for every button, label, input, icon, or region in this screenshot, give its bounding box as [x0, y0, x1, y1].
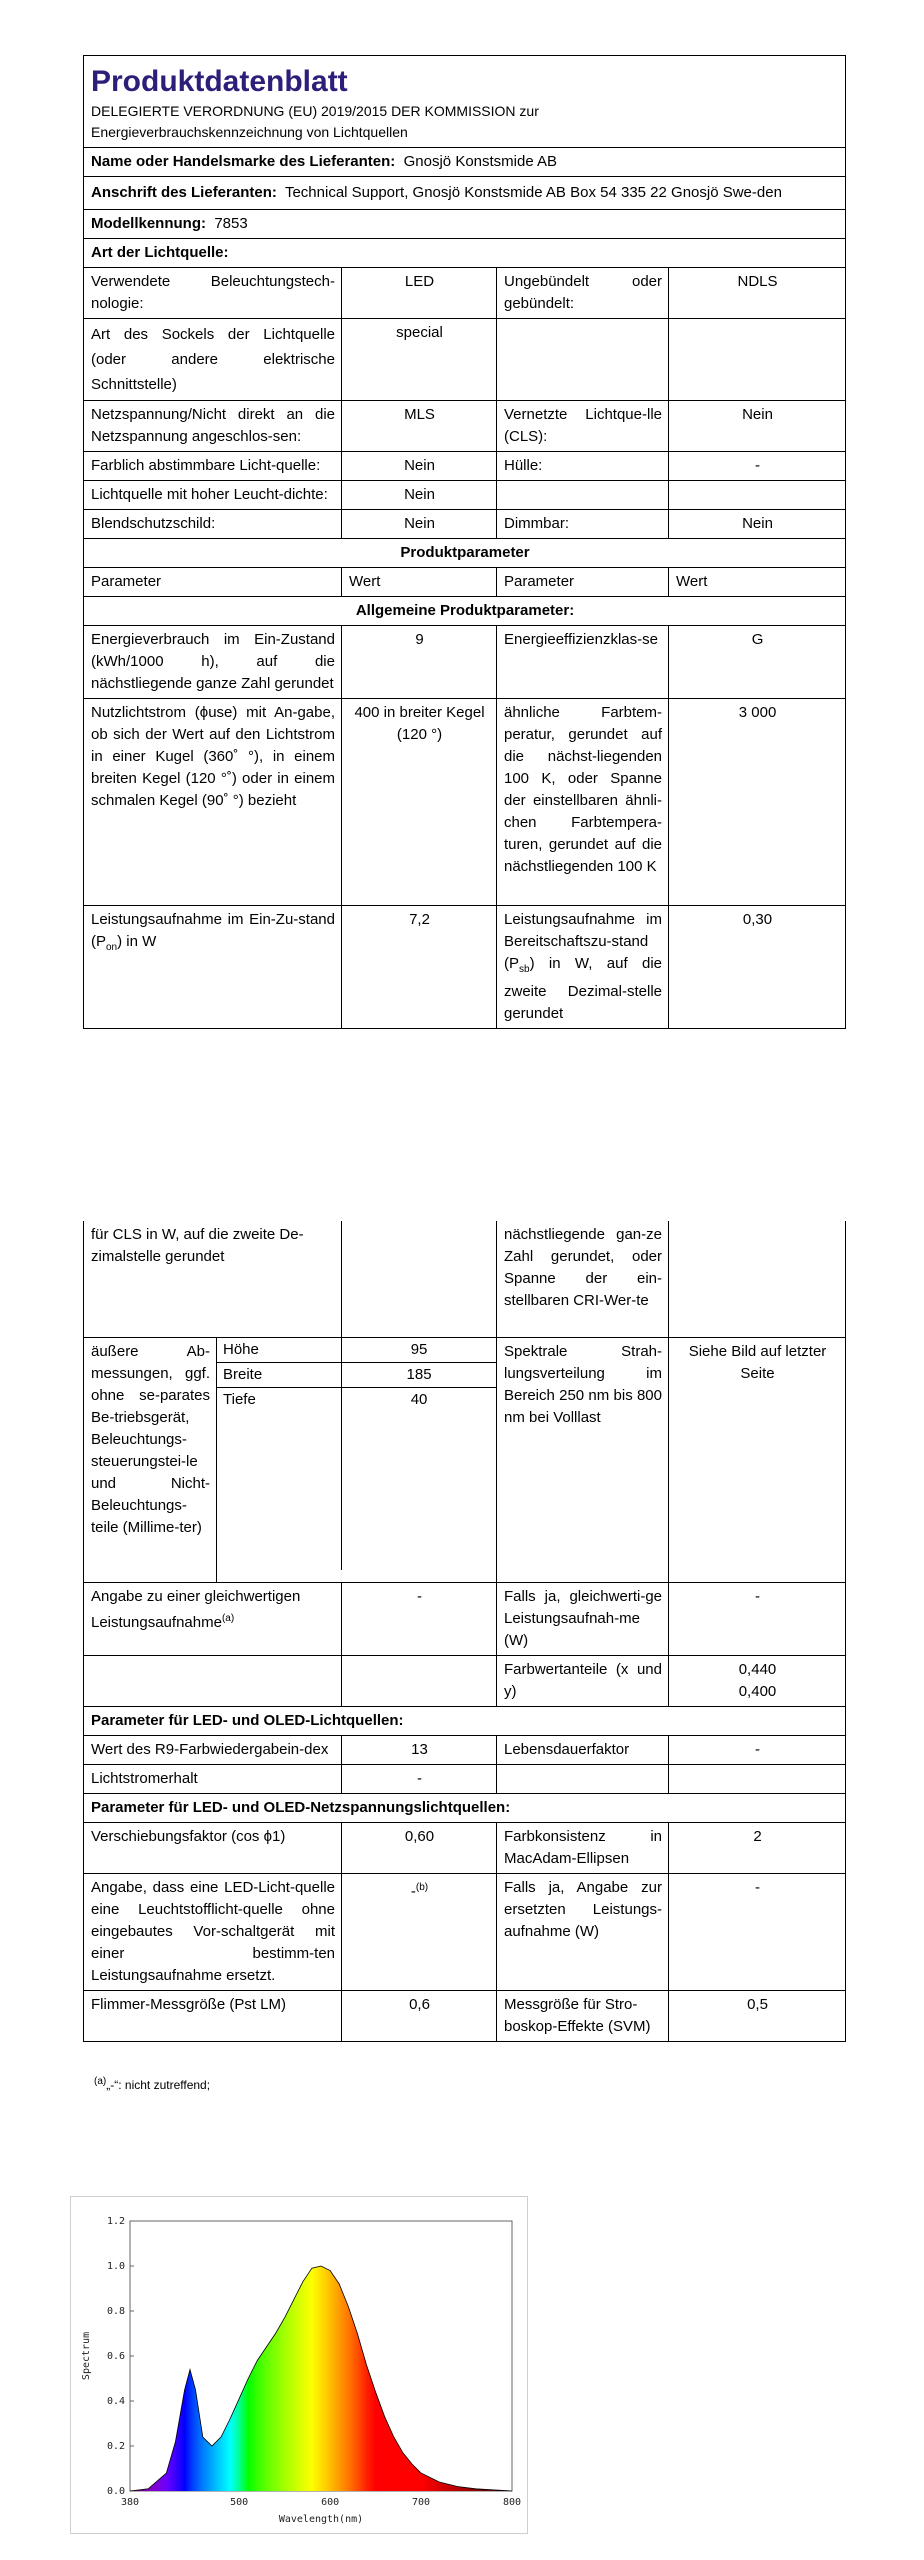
- type-row: [84, 510, 846, 539]
- column-header-parameter: Parameter: [497, 568, 669, 597]
- general-param-value: G: [669, 626, 846, 699]
- footnote: [94, 2074, 210, 2093]
- datasheet-lower-table: [83, 1221, 846, 2042]
- depth-label: Tiefe: [217, 1388, 342, 1571]
- led-param-row: [84, 1765, 846, 1794]
- type-param-label: Ungebündelt oder gebündelt:: [497, 268, 669, 319]
- type-param-value: Nein: [342, 452, 497, 481]
- networked-standby-value: [342, 1221, 497, 1338]
- type-param-value: -: [669, 452, 846, 481]
- type-param-label: Dimmbar:: [497, 510, 669, 539]
- y-axis-label: Spectrum: [81, 2331, 92, 2381]
- general-param-row: [84, 699, 846, 906]
- type-param-label: [497, 319, 669, 401]
- type-param-label: Lichtquelle mit hoher Leucht-dichte:: [84, 481, 342, 510]
- equivalent-power-w-value: -: [669, 1583, 846, 1656]
- spectral-distribution-label: Spektrale Strah-lungsverteilung im Bereich 250 nm bis 800 nm bei Volllast: [497, 1338, 669, 1583]
- type-param-label: Blendschutzschild:: [84, 510, 342, 539]
- dimensions-row: [84, 1338, 846, 1583]
- type-param-label: Verwendete Beleuchtungstech-nologie:: [84, 268, 342, 319]
- mains-parameters-heading: Parameter für LED- und OLED-Netzspannungslichtquellen:: [84, 1794, 846, 1823]
- general-param-value: 3 000: [669, 699, 846, 906]
- standby-power-subscript: sb: [519, 964, 530, 975]
- column-header-row: [84, 568, 846, 597]
- y-tick-label: 0.2: [106, 2441, 125, 2452]
- column-header-value: Wert: [669, 568, 846, 597]
- y-tick-label: 1.2: [106, 2216, 125, 2227]
- column-header-value: Wert: [342, 568, 497, 597]
- light-source-type-heading: Art der Lichtquelle:: [84, 239, 846, 268]
- mains-param-value: 0,6: [342, 1991, 497, 2042]
- mains-param-value: -: [669, 1874, 846, 1991]
- y-tick-label: 0.6: [106, 2351, 125, 2362]
- type-param-value: special: [342, 319, 497, 401]
- x-axis-label: Wavelength(nm): [278, 2514, 364, 2525]
- type-param-value: [669, 481, 846, 510]
- mains-param-label: Farbkonsistenz in MacAdam-Ellipsen: [497, 1823, 669, 1874]
- supplier-name-row: [84, 148, 846, 177]
- type-param-label: Vernetzte Lichtque-lle (CLS):: [497, 401, 669, 452]
- type-param-value: Nein: [342, 510, 497, 539]
- type-param-value: NDLS: [669, 268, 846, 319]
- x-tick-label: 500: [230, 2497, 249, 2508]
- standby-power-label: [497, 906, 669, 1029]
- supplier-address-label: Anschrift des Lieferanten:: [91, 184, 277, 201]
- y-tick-label: 0.8: [106, 2306, 125, 2317]
- type-param-value: Nein: [669, 510, 846, 539]
- type-param-label: Farblich abstimmbare Licht-quelle:: [84, 452, 342, 481]
- supplier-name-label: Name oder Handelsmarke des Lieferanten:: [91, 153, 396, 170]
- cri-label: nächstliegende gan-ze Zahl gerundet, oder Spanne der ein-stellbaren CRI-Wer-te: [497, 1221, 669, 1338]
- chromaticity-value: [669, 1656, 846, 1707]
- general-param-label: Energieeffizienzklas-se: [497, 626, 669, 699]
- product-parameters-heading: Produktparameter: [84, 539, 846, 568]
- cri-value: [669, 1221, 846, 1338]
- mains-param-value: 2: [669, 1823, 846, 1874]
- standby-power-text: ) in W, auf die zweite Dezimal-stelle gerundet: [504, 955, 662, 1022]
- header-cell: [84, 56, 846, 148]
- y-tick-label: 0.4: [106, 2396, 125, 2407]
- x-tick-label: 800: [502, 2497, 522, 2508]
- mains-param-row: [84, 1991, 846, 2042]
- y-tick-label: 1.0: [106, 2261, 125, 2272]
- mains-param-label: Verschiebungsfaktor (cos ϕ1): [84, 1823, 342, 1874]
- mains-param-value: 0,5: [669, 1991, 846, 2042]
- led-param-value: -: [342, 1765, 497, 1794]
- empty-cell: [342, 1656, 497, 1707]
- mains-param-label: Messgröße für Stro-boskop-Effekte (SVM): [497, 1991, 669, 2042]
- equivalent-power-w-label: Falls ja, gleichwerti-ge Leistungsaufnah-me (W): [497, 1583, 669, 1656]
- chromaticity-row: [84, 1656, 846, 1707]
- model-label: Modellkennung:: [91, 215, 206, 232]
- type-row: [84, 319, 846, 401]
- footnote-a-marker: (a): [221, 1613, 235, 1624]
- general-parameters-heading: Allgemeine Produktparameter:: [84, 597, 846, 626]
- footnote-text: „-“: nicht zutreffend;: [106, 2078, 211, 2092]
- model-value: 7853: [214, 215, 248, 232]
- mains-param-label: Flimmer-Messgröße (Pst LM): [84, 1991, 342, 2042]
- general-param-label: Nutzlichtstrom (ϕuse) mit An-gabe, ob sich der Wert auf den Lichtstrom in einer Kugel (360˚ °), in einem breiten Kegel (120 °˚) oder in einem schmalen Kegel (90˚ °) bezieht: [84, 699, 342, 906]
- on-mode-power-text: Leistungsaufnahme im Ein-Zu-stand (P: [91, 911, 335, 950]
- height-value: 95: [342, 1338, 496, 1363]
- supplier-name-value: Gnosjö Konstsmide AB: [403, 153, 558, 170]
- empty-cell: [84, 1656, 342, 1707]
- type-param-label: [497, 481, 669, 510]
- type-row: [84, 481, 846, 510]
- datasheet-upper-table: [83, 55, 846, 1029]
- equivalent-power-text: Angabe zu einer gleichwertigen Leistungsaufnahme: [91, 1588, 301, 1631]
- height-label: Höhe: [217, 1338, 342, 1363]
- footnote-b-marker: (b): [415, 1882, 429, 1893]
- general-param-row: [84, 906, 846, 1029]
- general-param-label: ähnliche Farbtem-peratur, gerundet auf die nächst-liegenden 100 K, oder Spanne der einstellbaren ähnli-chen Farbtempera-turen, gerundet auf die nächstliegenden 100 K: [497, 699, 669, 906]
- chromaticity-y: 0,400: [738, 1683, 777, 1700]
- mains-param-label: Falls ja, Angabe zur ersetzten Leistungs-aufnahme (W): [497, 1874, 669, 1991]
- supplier-address-value: Technical Support, Gnosjö Konstsmide AB Box 54 335 22 Gnosjö Swe-den: [284, 184, 782, 201]
- type-param-value: Nein: [669, 401, 846, 452]
- led-param-value: [669, 1765, 846, 1794]
- dimensions-label: äußere Ab-messungen, ggf. ohne se-parates Be-triebsgerät, Beleuchtungs-steuerungstei-le und Nicht-Beleuchtungs-teile (Millime-ter): [84, 1338, 217, 1583]
- page-title: Produktdatenblatt: [91, 65, 348, 98]
- mains-param-value: 0,60: [342, 1823, 497, 1874]
- spectrum-chart-svg: [71, 2197, 527, 2533]
- on-mode-power-value: 7,2: [342, 906, 497, 1029]
- chromaticity-label: Farbwertanteile (x und y): [497, 1656, 669, 1707]
- model-row: [84, 210, 846, 239]
- mains-param-row: [84, 1874, 846, 1991]
- dimensions-subtable: [217, 1338, 496, 1570]
- spectrum-chart: [70, 2196, 528, 2534]
- mains-param-label: Angabe, dass eine LED-Licht-quelle eine Leuchtstofflicht-quelle ohne eingebautes Vor-schaltgerät mit einer bestimm-ten Leistungsaufnahme ersetzt.: [84, 1874, 342, 1991]
- led-param-label: Wert des R9-Farbwiedergabein-dex: [84, 1736, 342, 1765]
- x-tick-label: 380: [120, 2497, 140, 2508]
- standby-power-text: Leistungsaufnahme im Bereitschaftszu-stand (P: [504, 911, 662, 972]
- regulation-line-1: DELEGIERTE VERORDNUNG (EU) 2019/2015 DER KOMMISSION zur: [91, 103, 539, 119]
- spectral-distribution-value: Siehe Bild auf letzter Seite: [669, 1338, 846, 1583]
- led-param-label: [497, 1765, 669, 1794]
- standby-power-value: 0,30: [669, 906, 846, 1029]
- supplier-address-row: [84, 177, 846, 210]
- type-param-label: Hülle:: [497, 452, 669, 481]
- general-param-value: 9: [342, 626, 497, 699]
- mains-param-row: [84, 1823, 846, 1874]
- general-param-label: Energieverbrauch im Ein-Zustand (kWh/1000 h), auf die nächstliegende ganze Zahl gerundet: [84, 626, 342, 699]
- type-row: [84, 268, 846, 319]
- depth-value: 40: [342, 1388, 496, 1571]
- x-tick-label: 600: [321, 2497, 340, 2508]
- type-row: [84, 452, 846, 481]
- type-param-label: Netzspannung/Nicht direkt an die Netzspannung angeschlos-sen:: [84, 401, 342, 452]
- led-param-row: [84, 1736, 846, 1765]
- networked-standby-label: für CLS in W, auf die zweite De-zimalstelle gerundet: [84, 1221, 342, 1338]
- dimensions-values: [217, 1338, 497, 1583]
- type-param-value: [669, 319, 846, 401]
- continued-row: [84, 1221, 846, 1338]
- type-param-value: MLS: [342, 401, 497, 452]
- led-parameters-heading: Parameter für LED- und OLED-Lichtquellen:: [84, 1707, 846, 1736]
- on-mode-power-label: [84, 906, 342, 1029]
- y-tick-label: 0.0: [106, 2486, 125, 2497]
- equivalent-power-row: [84, 1583, 846, 1656]
- mains-param-value: [342, 1874, 497, 1991]
- x-tick-label: 700: [412, 2497, 431, 2508]
- on-mode-power-text: ) in W: [117, 933, 157, 950]
- width-label: Breite: [217, 1363, 342, 1388]
- regulation-line-2: Energieverbrauchskennzeichnung von Lichtquellen: [91, 124, 408, 140]
- general-param-row: [84, 626, 846, 699]
- type-param-value: Nein: [342, 481, 497, 510]
- led-param-value: -: [669, 1736, 846, 1765]
- replacement-value: -: [410, 1883, 416, 1900]
- led-param-label: Lichtstromerhalt: [84, 1765, 342, 1794]
- type-row: [84, 401, 846, 452]
- width-value: 185: [342, 1363, 496, 1388]
- type-param-value: LED: [342, 268, 497, 319]
- column-header-parameter: Parameter: [84, 568, 342, 597]
- led-param-value: 13: [342, 1736, 497, 1765]
- on-mode-power-subscript: on: [106, 942, 118, 953]
- equivalent-power-label: [84, 1583, 342, 1656]
- general-param-value: 400 in breiter Kegel (120 °): [342, 699, 497, 906]
- footnote-a-marker: (a): [94, 2076, 107, 2087]
- led-param-label: Lebensdauerfaktor: [497, 1736, 669, 1765]
- equivalent-power-value: -: [342, 1583, 497, 1656]
- type-param-label: Art des Sockels der Lichtquelle (oder andere elektrische Schnittstelle): [84, 319, 342, 401]
- chromaticity-x: 0,440: [738, 1661, 777, 1678]
